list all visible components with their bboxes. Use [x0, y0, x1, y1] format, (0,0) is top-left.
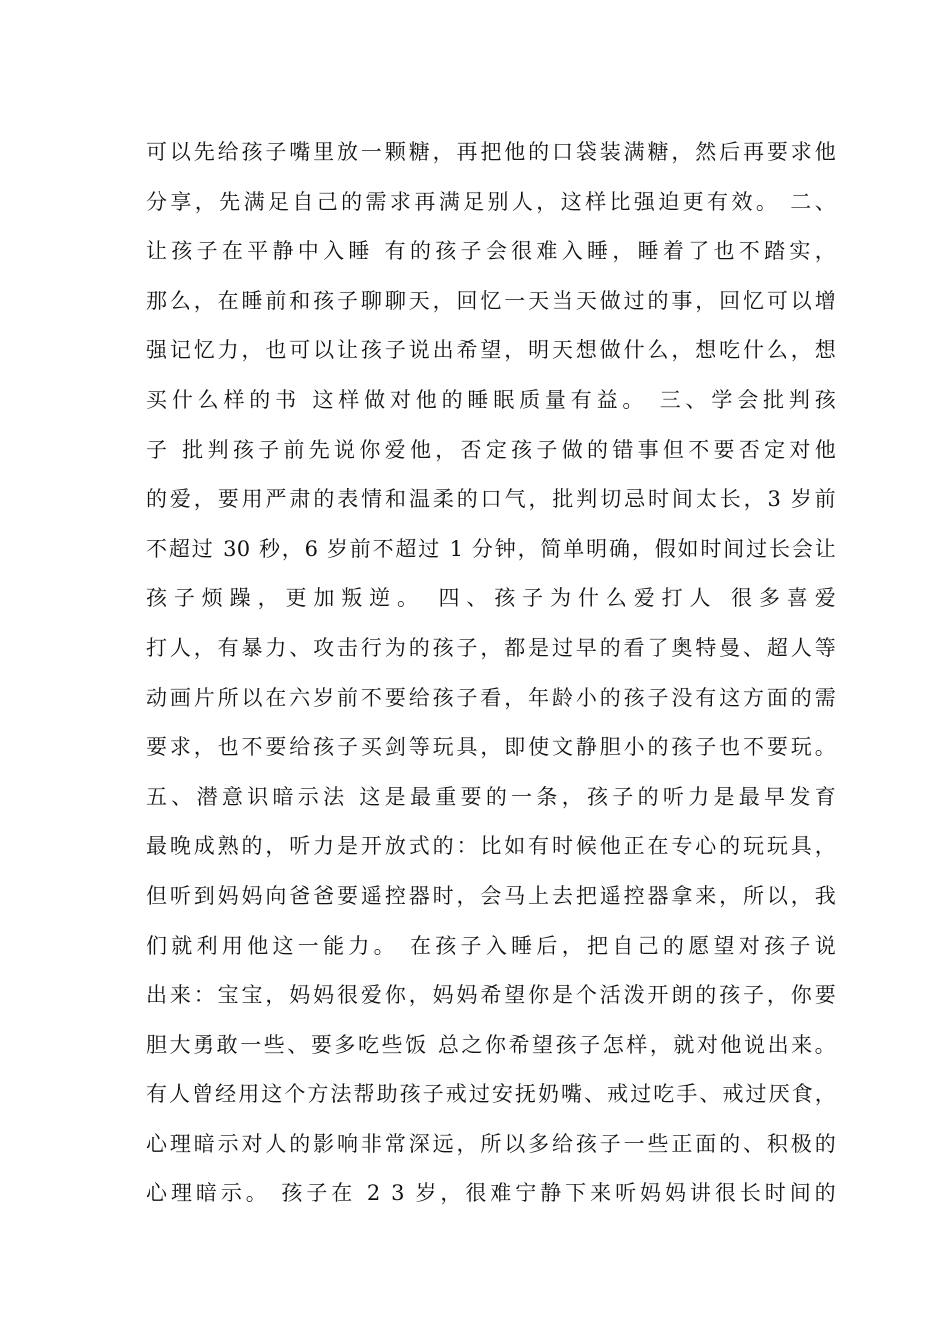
text-line: 出来：宝宝，妈妈很爱你，妈妈希望你是个活泼开朗的孩子，你要: [146, 983, 836, 1008]
text-line: 那么，在睡前和孩子聊聊天，回忆一天当天做过的事，回忆可以增: [146, 288, 836, 313]
text-line: 五、潜意识暗示法 这是最重要的一条，孩子的听力是最早发育: [146, 784, 836, 809]
text-line: 胆大勇敢一些、要多吃些饭 总之你希望孩子怎样，就对他说出来。: [146, 1032, 836, 1057]
text-line: 最晚成熟的，听力是开放式的：比如有时候他正在专心的玩玩具，: [146, 834, 836, 859]
text-line: 有人曾经用这个方法帮助孩子戒过安抚奶嘴、戒过吃手、戒过厌食，: [146, 1082, 836, 1107]
text-line: 分享，先满足自己的需求再满足别人，这样比强迫更有效。 二、: [146, 189, 836, 214]
text-line: 让孩子在平静中入睡 有的孩子会很难入睡，睡着了也不踏实，: [146, 239, 836, 264]
text-line: 心理暗示对人的影响非常深远，所以多给孩子一些正面的、积极的: [146, 1131, 836, 1156]
text-line: 可以先给孩子嘴里放一颗糖，再把他的口袋装满糖，然后再要求他: [146, 140, 836, 164]
body-text: [146, 128, 836, 1219]
text-line: 强记忆力，也可以让孩子说出希望，明天想做什么，想吃什么，想: [146, 338, 836, 363]
text-line: 买什么样的书 这样做对他的睡眠质量有益。 三、学会批判孩: [146, 387, 836, 412]
text-line: 动画片所以在六岁前不要给孩子看，年龄小的孩子没有这方面的需: [146, 685, 836, 710]
text-line: 但听到妈妈向爸爸要遥控器时，会马上去把遥控器拿来，所以，我: [146, 883, 836, 908]
text-line: 不超过 30 秒，6 岁前不超过 1 分钟，简单明确，假如时间过长会让: [146, 536, 836, 561]
text-line: 孩子烦躁，更加叛逆。 四、孩子为什么爱打人 很多喜爱: [146, 586, 836, 611]
text-line: 子 批判孩子前先说你爱他，否定孩子做的错事但不要否定对他: [146, 437, 836, 462]
text-line: 的爱，要用严肃的表情和温柔的口气，批判切忌时间太长，3 岁前: [146, 487, 836, 512]
text-line: 要求，也不要给孩子买剑等玩具，即使文静胆小的孩子也不要玩。: [146, 735, 836, 760]
text-line: 打人，有暴力、攻击行为的孩子，都是过早的看了奥特曼、超人等: [146, 635, 836, 660]
text-line: 们就利用他这一能力。 在孩子入睡后，把自己的愿望对孩子说: [146, 933, 836, 958]
text-line: 心理暗示。 孩子在 2 3 岁，很难宁静下来听妈妈讲很长时间的: [146, 1181, 836, 1206]
